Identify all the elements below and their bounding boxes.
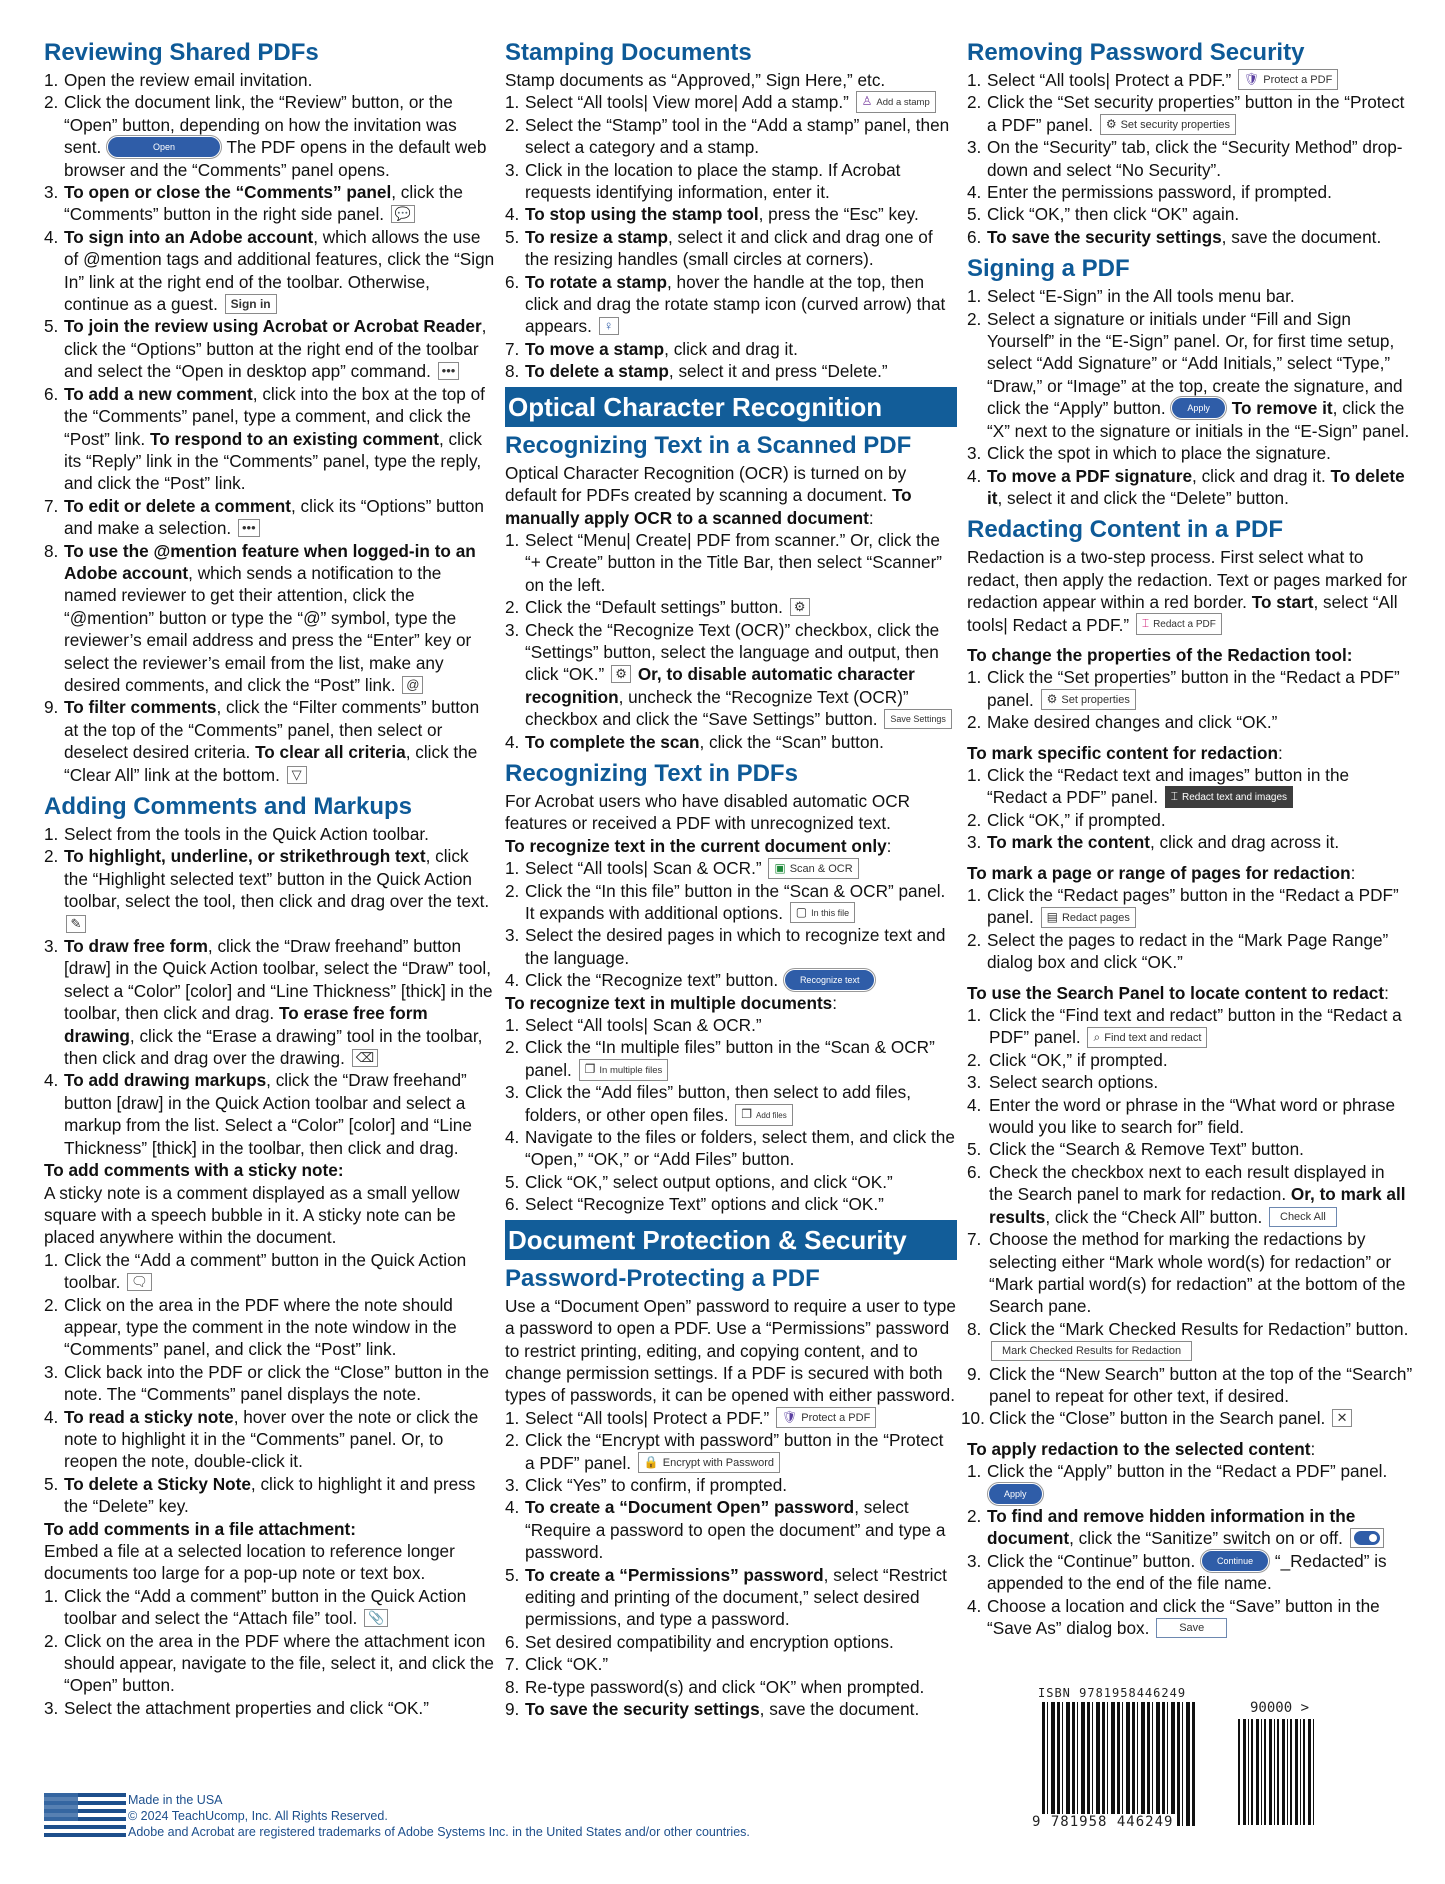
list-item: 1. Click the “Apply” button in the “Redact a PDF” panel. Apply [967, 1460, 1413, 1505]
filter-icon[interactable]: ▽ [287, 766, 307, 784]
save-settings-button[interactable]: Save Settings [884, 709, 952, 729]
section-title-pdfs: Recognizing Text in PDFs [505, 759, 798, 787]
list-item: 2. Click the “Encrypt with password” button in the “Protect a PDF” panel. 🔒 Encrypt with Password [505, 1430, 944, 1473]
list-item: 3. To draw free form, click the “Draw freehand” button [draw] in the Quick Action toolbar, select the “Draw” tool, select a “Color” [color] and “Line Thickness” [thick] in the toolbar, then click and drag. To erase free form drawing, click the “Erase a drawing” tool in the toolbar, then click and drag over the drawing. ⌫ [44, 936, 493, 1069]
files-icon: ❐ [584, 1061, 596, 1076]
add-stamp-button[interactable]: ♙ Add a stamp [856, 91, 936, 113]
password-steps [505, 1407, 957, 1721]
trademark-notice: Adobe and Acrobat are registered trademarks of Adobe Systems Inc. in the United States and/or other countries. [128, 1825, 750, 1839]
list-item: 3. Select the desired pages in which to recognize text and the language. [505, 925, 946, 968]
redacting-intro: Redaction is a two-step process. First select what to redact, then apply the redaction. Text or pages marked for redaction appear within a red border. To start, select “All tools| Redact a PDF.” ⌶ Redact a PDF [967, 547, 1408, 635]
list-item: 1. Select from the tools in the Quick Action toolbar. [44, 824, 429, 844]
list-item: 2. Select a signature or initials under “Fill and Sign Yourself” in the “E-Sign” panel. Or, for first time setup, select “Add Signature” or “Add Initials,” select “Type,” “Draw,” or “Image” at the top, create the signature, and click the “Apply” button. Apply To remove it, click the “X” next to the signature or initials in the “E-Sign” panel. [967, 308, 1410, 441]
set-properties-button[interactable]: ⚙ Set properties [1041, 689, 1136, 710]
open-button[interactable]: Open [108, 137, 220, 157]
band-ocr: Optical Character Recognition [505, 387, 957, 427]
list-item: 5. Click “OK,” then click “OK” again. [967, 204, 1240, 225]
list-item: 7. Choose the method for marking the redactions by selecting either “Mark whole word(s) for redaction” or “Mark partial word(s) for redaction” at the bottom of the Search pane. [967, 1229, 1406, 1317]
pages-heading: To mark a page or range of pages for redaction: [967, 862, 1356, 883]
list-item: 2. Click the “Set security properties” button in the “Protect a PDF” panel. ⚙ Set security properties [967, 92, 1405, 135]
scanned-steps [505, 529, 957, 753]
isbn-label: ISBN 9781958446249 [1038, 1686, 1187, 1700]
column-1 [44, 38, 496, 1719]
list-item: 5. Click “OK,” select output options, and click “OK.” [505, 1171, 893, 1192]
list-item: 4. Navigate to the files or folders, select them, and click the “Open,” “OK,” or “Add Files” button. [505, 1127, 955, 1170]
list-item: 1. Click the “Find text and redact” button in the “Redact a PDF” panel. ⌕ Find text and redact [967, 1005, 1402, 1048]
check-all-button[interactable]: Check All [1269, 1207, 1337, 1227]
band-security: Document Protection & Security [505, 1220, 957, 1260]
list-item: 10. Click the “Close” button in the Search panel. ✕ [967, 1407, 1413, 1429]
list-item: 2. Click on the area in the PDF where the note should appear, type the comment in the note window in the “Comments” panel, and click the “Post” link. [44, 1294, 457, 1360]
close-icon[interactable]: ✕ [1332, 1409, 1352, 1427]
stamp-icon: ♙ [861, 94, 873, 109]
eraser-icon[interactable]: ⌫ [352, 1049, 378, 1067]
list-item: 9. To filter comments, click the “Filter comments” button at the top of the “Comments” panel, then select or deselect desired criteria. To clear all criteria, click the “Clear All” link at the bottom. ▽ [44, 697, 480, 785]
current-heading: To recognize text in the current document only: [505, 835, 892, 856]
lock-icon: 🔒 [643, 1454, 659, 1469]
list-item: 4. To complete the scan, click the “Scan” button. [505, 731, 884, 752]
list-item: 4. To stop using the stamp tool, press the “Esc” key. [505, 204, 919, 225]
sticky-intro: A sticky note is a comment displayed as a small yellow square with a speech bubble in it. A sticky note can be placed anywhere within the document. [44, 1182, 460, 1248]
recognize-text-button[interactable]: Recognize text [785, 970, 875, 990]
settings-gear-icon[interactable]: ⚙ [790, 598, 810, 616]
list-item: 3. Click in the location to place the stamp. If Acrobat requests identifying information, enter it. [505, 159, 901, 203]
list-item: 4. To sign into an Adobe account, which allows the use of @mention tags and additional features, click the “Sign In” link at the right end of the toolbar. Otherwise, continue as a guest. Sign in [44, 226, 495, 315]
apply-heading: To apply redaction to the selected content: [967, 1438, 1316, 1459]
add-files-button[interactable]: ❐ Add files [735, 1104, 792, 1126]
file-icon: ▢ [795, 905, 808, 920]
redact-pdf-button[interactable]: ⌶ Redact a PDF [1136, 613, 1222, 635]
gear-lock-icon: ⚙ [1105, 117, 1117, 132]
list-item: 8. To delete a stamp, select it and press “Delete.” [505, 361, 888, 382]
apply-button[interactable]: Apply [1172, 398, 1225, 418]
list-item: 3. Select the attachment properties and click “OK.” [44, 1697, 429, 1718]
list-item: 9. Click the “New Search” button at the top of the “Search” panel to repeat for other text, if desired. [967, 1363, 1413, 1406]
list-item: 1. Select “All tools| Protect a PDF.” 🛡 Protect a PDF [967, 69, 1413, 91]
list-item: 3. To mark the content, click and drag across it. [967, 832, 1340, 853]
redact-icon: ⌶ [1141, 616, 1150, 631]
list-item: 4. To create a “Document Open” password, select “Require a password to open the document” and type a password. [505, 1497, 946, 1563]
list-item: 6. Select “Recognize Text” options and click “OK.” [505, 1194, 884, 1215]
list-item: 1. Select “E-Sign” in the All tools menu bar. [967, 286, 1295, 307]
protect-pdf-button[interactable]: 🛡 Protect a PDF [1238, 69, 1338, 90]
section-title-redacting: Redacting Content in a PDF [967, 516, 1284, 544]
list-item: 2. Click the “In this file” button in the “Scan & OCR” panel. It expands with additional options. ▢ In this file [505, 880, 946, 923]
list-item: 1. Click the “Add a comment” button in the Quick Action toolbar and select the “Attach file” tool. 📎 [44, 1585, 467, 1629]
list-item: 4. To read a sticky note, hover over the note or click the note to highlight it in the “Comments” panel. Or, to reopen the note, double-click it. [44, 1406, 479, 1472]
section-title-signing: Signing a PDF [967, 255, 1130, 283]
in-this-file-button[interactable]: ▢ In this file [790, 902, 855, 923]
pdfs-intro: For Acrobat users who have disabled automatic OCR features or received a PDF with unrecognized text. [505, 790, 911, 834]
list-item: 1. Click the “Redact text and images” button in the “Redact a PDF” panel. ⌶ Redact text and images [967, 764, 1350, 808]
section-title-stamping: Stamping Documents [505, 39, 752, 66]
list-item: 9. To save the security settings, save the document. [505, 1699, 920, 1719]
markups-steps [44, 823, 496, 1159]
section-title-reviewing: Reviewing Shared PDFs [44, 39, 319, 66]
removing-steps [967, 69, 1413, 248]
list-item: 3. Click the spot in which to place the signature. [967, 443, 1331, 464]
list-item: 1. Select “All tools| View more| Add a stamp.” ♙ Add a stamp [505, 91, 957, 113]
redact-pages-button[interactable]: ▤ Redact pages [1041, 907, 1136, 928]
save-button[interactable]: Save [1156, 1618, 1227, 1638]
rotate-stamp-icon[interactable]: ♀ [599, 317, 619, 335]
current-steps [505, 857, 957, 991]
section-title-scanned: Recognizing Text in a Scanned PDF [505, 431, 912, 459]
multi-heading: To recognize text in multiple documents: [505, 992, 838, 1013]
list-item: 6. Check the checkbox next to each result displayed in the Search panel to mark for redaction. Or, to mark all results, click the “Check All” button. Check All [967, 1161, 1406, 1227]
list-item: 8. Click the “Mark Checked Results for Redaction” button. Mark Checked Results for Redaction [967, 1318, 1413, 1363]
list-item: 7. Click “OK.” [505, 1654, 609, 1675]
attach-heading: To add comments in a file attachment: [44, 1518, 356, 1539]
attach-file-icon[interactable]: 📎 [364, 1609, 388, 1627]
list-item: 7. To move a stamp, click and drag it. [505, 338, 798, 359]
shield-lock-icon: 🛡 [1244, 72, 1260, 87]
mark-checked-results-button[interactable]: Mark Checked Results for Redaction [991, 1341, 1192, 1361]
mark-steps [967, 764, 1413, 854]
list-item: 2. Click on the area in the PDF where the attachment icon should appear, navigate to the file, select it, and click the “Open” button. [44, 1630, 494, 1696]
mark-heading: To mark specific content for redaction: [967, 742, 1283, 763]
made-in-usa: Made in the USA [128, 1793, 223, 1807]
list-item: 6. To add a new comment, click into the box at the top of the “Comments” panel, type a comment, and click the “Post” link. To respond to an existing comment, click its “Reply” link in the “Comments” panel, type the reply, and click the “Post” link. [44, 383, 485, 494]
list-item: 1. Select “All tools| Protect a PDF.” 🛡 Protect a PDF [505, 1407, 957, 1429]
options-icon[interactable]: ••• [238, 519, 260, 537]
section-title-removing: Removing Password Security [967, 39, 1305, 66]
pages-steps [967, 884, 1413, 974]
list-item: 2. Click the document link, the “Review” button, or the “Open” button, depending on how the invitation was sent. Open The PDF opens in the default web browser and the “Comments” panel opens. [44, 92, 487, 180]
list-item: 2. Select the pages to redact in the “Mark Page Range” dialog box and click “OK.” [967, 929, 1389, 973]
search-steps [961, 1004, 1413, 1430]
protect-pdf-button[interactable]: 🛡 Protect a PDF [776, 1407, 876, 1428]
list-item: 1. Select “All tools| Scan & OCR.” ▣ Scan & OCR [505, 857, 957, 879]
add-files-icon: ❐ [741, 1106, 753, 1121]
list-item: 2. Click the “In multiple files” button in the “Scan & OCR” panel. ❐ In multiple files [505, 1037, 935, 1080]
list-item: 2. To highlight, underline, or strikethrough text, click the “Highlight selected text” button in the Quick Action toolbar, select the tool, then click and drag over the text. ✎ [44, 846, 490, 931]
list-item: 3. Click the “Add files” button, then select to add files, folders, or other open files. ❐ Add files [505, 1082, 911, 1125]
list-item: 5. To resize a stamp, select it and click and drag one of the resizing handles (small circles at corners). [505, 226, 933, 270]
list-item: 5. To delete a Sticky Note, click to highlight it and press the “Delete” key. [44, 1473, 476, 1517]
comments-icon[interactable]: 💬 [391, 205, 415, 223]
us-flag-icon [44, 1793, 126, 1845]
list-item: 3. Click “Yes” to confirm, if prompted. [505, 1474, 788, 1495]
apply-button[interactable]: Apply [989, 1484, 1042, 1504]
list-item: 1. Open the review email invitation. [44, 70, 313, 90]
settings-gear-icon[interactable]: ⚙ [611, 665, 631, 683]
scan-ocr-icon: ▣ [774, 860, 786, 875]
options-icon[interactable]: ••• [438, 362, 460, 380]
password-intro: Use a “Document Open” password to require a user to type a password to open a PDF. Use a “Permissions” password to restrict printing, editing, and copying content, and to change permission settings. If a PDF is secured with both types of passwords, it can be opened with either password. [505, 1295, 956, 1406]
sign-in-button[interactable]: Sign in [225, 294, 277, 314]
list-item: 5. To join the review using Acrobat or Acrobat Reader, click the “Options” button at the right end of the toolbar and select the “Open in desktop app” command. ••• [44, 316, 487, 382]
reviewing-steps [44, 69, 496, 786]
list-item: 3. Check the “Recognize Text (OCR)” checkbox, click the “Settings” button, select the language and output, then click “OK.” ⚙ Or, to disable automatic character recognition, uncheck the “Recognize Text (OCR)” checkbox and click the “Save Settings” button. Save Settings [505, 619, 957, 731]
list-item: 2. To find and remove hidden information in the document, click the “Sanitize” switch on or off. [967, 1505, 1413, 1550]
list-item: 1. Click the “Set properties” button in the “Redact a PDF” panel. ⚙ Set properties [967, 667, 1400, 710]
add-comment-icon[interactable]: 🗨 [127, 1273, 152, 1291]
list-item: 3. On the “Security” tab, click the “Security Method” drop-down and select “No Security”. [967, 137, 1403, 180]
multi-steps [505, 1014, 957, 1216]
encrypt-password-button[interactable]: 🔒 Encrypt with Password [638, 1452, 780, 1473]
list-item: 2. Select the “Stamp” tool in the “Add a stamp” panel, then select a category and a stamp. [505, 114, 950, 158]
list-item: 4. To add drawing markups, click the “Draw freehand” button [draw] in the Quick Action toolbar and select a markup from the list. Select a “Color” [color] and “Line Thickness” [thick] in the toolbar, then click and drag. [44, 1070, 472, 1158]
find-text-redact-button[interactable]: ⌕ Find text and redact [1087, 1027, 1207, 1048]
list-item: 4. Choose a location and click the “Save” button in the “Save As” dialog box. Save [967, 1595, 1380, 1638]
redact-icon: ⌶ [1170, 789, 1178, 804]
attach-intro: Embed a file at a selected location to reference longer documents too large for a pop-up note or text box. [44, 1541, 455, 1584]
column-2 [505, 38, 957, 1720]
copyright: © 2024 TeachUcomp, Inc. All Rights Reserved. [128, 1809, 388, 1823]
list-item: 3. Select search options. [967, 1072, 1159, 1093]
list-item: 6. Set desired compatibility and encryption options. [505, 1631, 894, 1652]
barcode-bars-icon [1042, 1702, 1196, 1826]
list-item: 1. Select “All tools| Scan & OCR.” [505, 1015, 762, 1036]
list-item: 2. Click “OK,” if prompted. [967, 809, 1166, 830]
props-steps [967, 666, 1413, 733]
in-multiple-files-button[interactable]: ❐ In multiple files [579, 1059, 669, 1081]
list-item: 1. Select “Menu| Create| PDF from scanner.” Or, click the “+ Create” button in the Title Bar, then select “Scanner” on the left. [505, 529, 943, 595]
price-code: 90000 > [1250, 1700, 1310, 1716]
list-item: 5. Click the “Search & Remove Text” button. [967, 1139, 1304, 1160]
redact-pages-icon: ▤ [1046, 909, 1058, 924]
sanitize-toggle[interactable] [1350, 1528, 1384, 1548]
list-item: 3. Click back into the PDF or click the “Close” button in the note. The “Comments” panel displays the note. [44, 1361, 490, 1405]
list-item: 2. Make desired changes and click “OK.” [967, 712, 1278, 733]
list-item: 4. To move a PDF signature, click and drag it. To delete it, select it and click the “Delete” button. [967, 465, 1405, 508]
apply-steps [967, 1460, 1413, 1639]
highlight-icon[interactable]: ✎ [66, 915, 86, 933]
list-item: 6. To rotate a stamp, hover the handle at the top, then click and drag the rotate stamp icon (curved arrow) that appears. ♀ [505, 271, 946, 337]
list-item: 1. Click the “Redact pages” button in the “Redact a PDF” panel. ▤ Redact pages [967, 885, 1399, 928]
list-item: 4. Enter the word or phrase in the “What word or phrase would you like to search for” field. [967, 1094, 1396, 1138]
sticky-heading: To add comments with a sticky note: [44, 1160, 344, 1181]
list-item: 6. To save the security settings, save the document. [967, 226, 1382, 247]
toggle-switch-icon [1354, 1531, 1380, 1545]
addon-bars-icon [1238, 1719, 1316, 1825]
continue-button[interactable]: Continue [1202, 1551, 1268, 1571]
set-security-properties-button[interactable]: ⚙ Set security properties [1100, 114, 1236, 135]
list-item: 4. Enter the permissions password, if prompted. [967, 182, 1332, 203]
search-heading: To use the Search Panel to locate content to redact: [967, 982, 1389, 1003]
column-3 [961, 38, 1413, 1639]
list-item: 2. Click the “Default settings” button. ⚙ [505, 596, 957, 618]
scan-ocr-button[interactable]: ▣ Scan & OCR [768, 858, 858, 879]
list-item: 3. To open or close the “Comments” panel, click the “Comments” button in the right side panel. 💬 [44, 182, 463, 225]
list-item: 3. Click the “Continue” button. Continue “_Redacted” is appended to the end of the file name. [967, 1550, 1387, 1594]
search-icon: ⌕ [1093, 1029, 1101, 1044]
redact-text-images-button[interactable]: ⌶ Redact text and images [1165, 786, 1293, 808]
shield-lock-icon: 🛡 [782, 1410, 798, 1425]
list-item: 4. Click the “Recognize text” button. Recognize text [505, 969, 957, 991]
properties-icon: ⚙ [1046, 692, 1058, 707]
list-item: 7. To edit or delete a comment, click its “Options” button and make a selection. ••• [44, 495, 484, 539]
stamping-intro: Stamp documents as “Approved,” Sign Here,” etc. [505, 70, 886, 90]
stamping-steps [505, 91, 957, 382]
list-item: 8. Re-type password(s) and click “OK” when prompted. [505, 1676, 925, 1697]
attach-steps [44, 1585, 496, 1719]
isbn-barcode [1030, 1686, 1330, 1836]
section-title-password: Password-Protecting a PDF [505, 1264, 820, 1292]
signing-steps [967, 285, 1413, 509]
sticky-steps [44, 1249, 496, 1518]
list-item: 8. To use the @mention feature when logged-in to an Adobe account, which sends a notification to the named reviewer to get their attention, click the “@mention” button or type the “@” symbol, type the reviewer’s email address and press the “Enter” key or select the reviewer’s email from the list, make any desired comments, and click the “Post” link. @ [44, 540, 476, 695]
props-heading: To change the properties of the Redaction tool: [967, 644, 1353, 665]
list-item: 2. Click “OK,” if prompted. [967, 1049, 1168, 1070]
scanned-intro: Optical Character Recognition (OCR) is turned on by default for PDFs created by scanning a document. To manually apply OCR to a scanned document: [505, 462, 912, 528]
isbn-digits: 9 781958 446249 [1032, 1814, 1174, 1830]
section-title-markups: Adding Comments and Markups [44, 793, 413, 820]
mention-icon[interactable]: @ [402, 676, 423, 694]
list-item: 5. To create a “Permissions” password, select “Restrict editing and printing of the document,” select desired permissions, and type a password. [505, 1564, 947, 1630]
list-item: 1. Click the “Add a comment” button in the Quick Action toolbar. 🗨 [44, 1249, 467, 1293]
